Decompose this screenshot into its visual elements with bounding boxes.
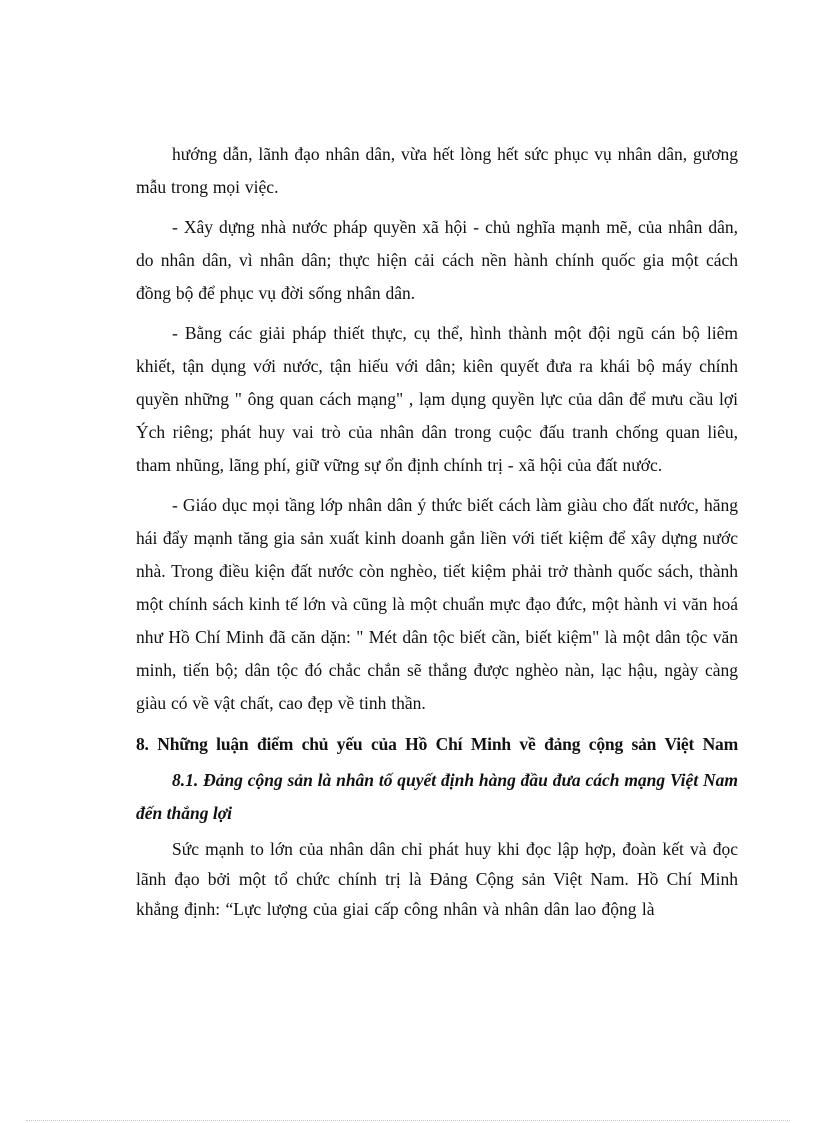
- closing-paragraph: Sức mạnh to lớn của nhân dân chỉ phát huy khi đọc lập hợp, đoàn kết và đọc lãnh đạo bởi một tổ chức chính trị là Đảng Cộng sản Việt Nam. Hồ Chí Minh khẳng định: “Lực lượng của giai cấp công nhân và nhân dân lao động là: [136, 839, 738, 919]
- paragraph-3: - Bằng các giải pháp thiết thực, cụ thể, hình thành một đội ngũ cán bộ liêm khiết, tận dụng với nước, tận hiếu với dân; kiên quyết đưa ra khái bộ máy chính quyền những " ông quan cách mạng" , lạm dụng quyền lực của dân để mưu cầu lợi Ých riêng; phát huy vai trò của nhân dân trong cuộc đấu tranh chống quan liêu, tham nhũng, lãng phí, giữ vững sự ổn định chính trị - xã hội của đất nước.: [136, 323, 738, 475]
- paragraph-4: - Giáo dục mọi tầng lớp nhân dân ý thức biết cách làm giàu cho đất nước, hăng hái đẩy mạnh tăng gia sản xuất kinh doanh gắn liền với tiết kiệm để xây dựng nước nhà. Trong điều kiện đất nước còn nghèo, tiết kiệm phải trở thành quốc sách, thành một chính sách kinh tế lớn và cũng là một chuẩn mực đạo đức, một hành vi văn hoá như Hồ Chí Minh đã căn dặn: " Mét dân tộc biết cần, biết kiệm" là một dân tộc văn minh, tiến bộ; dân tộc đó chắc chắn sẽ thắng được nghèo nàn, lạc hậu, ngày càng giàu có về vật chất, cao đẹp về tinh thần.: [136, 495, 738, 713]
- subsection-heading: 8.1. Đảng cộng sản là nhân tố quyết định hàng đầu đưa cách mạng Việt Nam đến thắng lợi: [136, 770, 738, 823]
- page-bottom-divider: [26, 1120, 790, 1121]
- paragraph-2: - Xây dựng nhà nước pháp quyền xã hội - chủ nghĩa mạnh mẽ, của nhân dân, do nhân dân, vì nhân dân; thực hiện cải cách nền hành chính quốc gia một cách đồng bộ để phục vụ đời sống nhân dân.: [136, 217, 738, 303]
- paragraph-1: hướng dẫn, lãnh đạo nhân dân, vừa hết lòng hết sức phục vụ nhân dân, gương mẫu trong mọi việc.: [136, 144, 738, 197]
- document-page: [136, 138, 738, 924]
- section-heading: 8. Những luận điểm chủ yếu của Hồ Chí Minh về đảng cộng sản Việt Nam: [136, 734, 738, 754]
